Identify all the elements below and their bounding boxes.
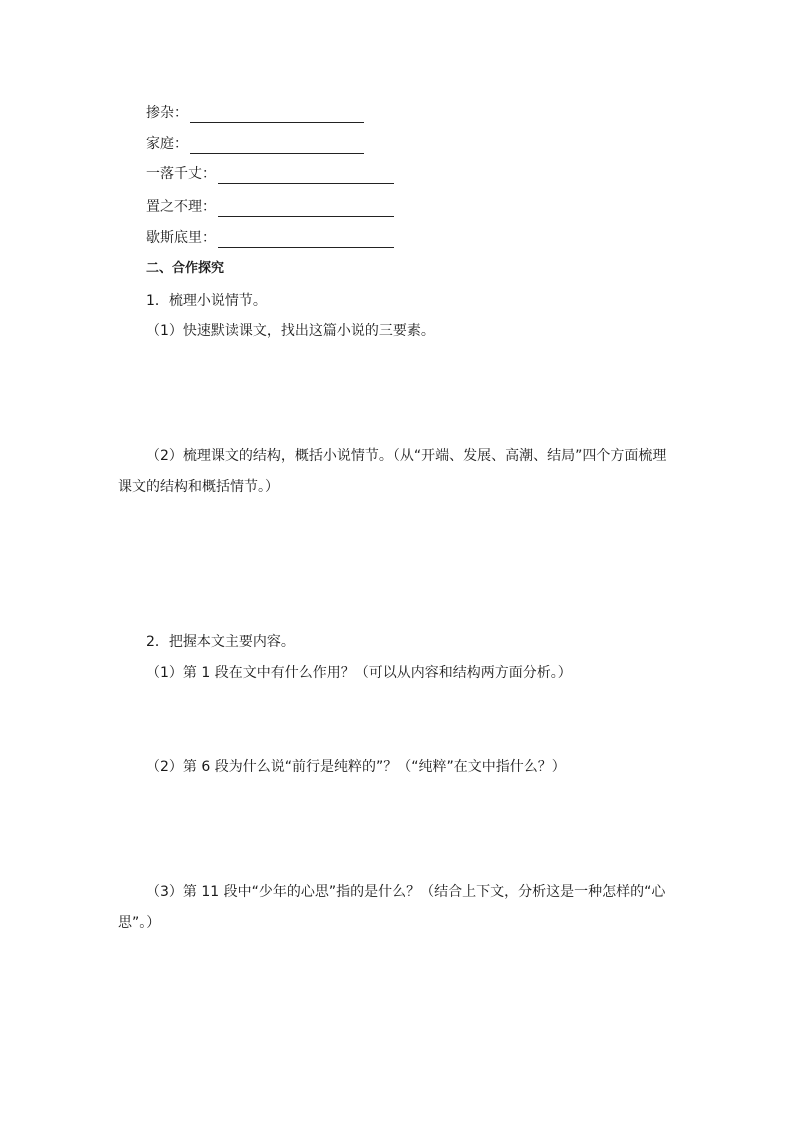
vocab-term: 置之不理： (146, 199, 216, 215)
vocab-term: 家庭： (146, 136, 188, 152)
vocab-item-4 (146, 197, 394, 217)
answer-blank[interactable] (218, 169, 394, 184)
question-1-sub-2-line-2: 课文的结构和概括情节。） (118, 479, 279, 495)
answer-blank[interactable] (190, 108, 364, 123)
answer-blank[interactable] (218, 202, 394, 217)
question-2-sub-3-line-1: （3）第 11 段中“少年的心思”指的是什么？（结合上下文，分析这是一种怎样的“心 (146, 884, 666, 900)
vocab-item-2 (146, 134, 364, 154)
vocab-item-3 (146, 164, 394, 184)
vocab-term: 一落千丈： (146, 166, 216, 182)
question-1-sub-2-line-1: （2）梳理课文的结构，概括小说情节。（从“开端、发展、高潮、结局”四个方面梳理 (146, 448, 667, 464)
section-heading: 二、合作探究 (146, 261, 225, 276)
question-2-sub-2: （2）第 6 段为什么说“前行是纯粹的”？（“纯粹”在文中指什么？） (146, 759, 566, 775)
question-2-sub-3-line-2: 思”。） (118, 915, 161, 931)
question-1-title: 1．梳理小说情节。 (146, 293, 267, 309)
vocab-term: 歇斯底里： (146, 230, 216, 246)
answer-blank[interactable] (218, 233, 394, 248)
vocab-item-1 (146, 103, 364, 123)
question-1-sub-1: （1）快速默读课文，找出这篇小说的三要素。 (146, 323, 435, 339)
answer-blank[interactable] (190, 139, 364, 154)
vocab-item-5 (146, 228, 394, 248)
question-2-sub-1: （1）第 1 段在文中有什么作用？（可以从内容和结构两方面分析。） (146, 665, 572, 681)
question-2-title: 2．把握本文主要内容。 (146, 634, 295, 650)
vocab-term: 掺杂： (146, 105, 188, 121)
